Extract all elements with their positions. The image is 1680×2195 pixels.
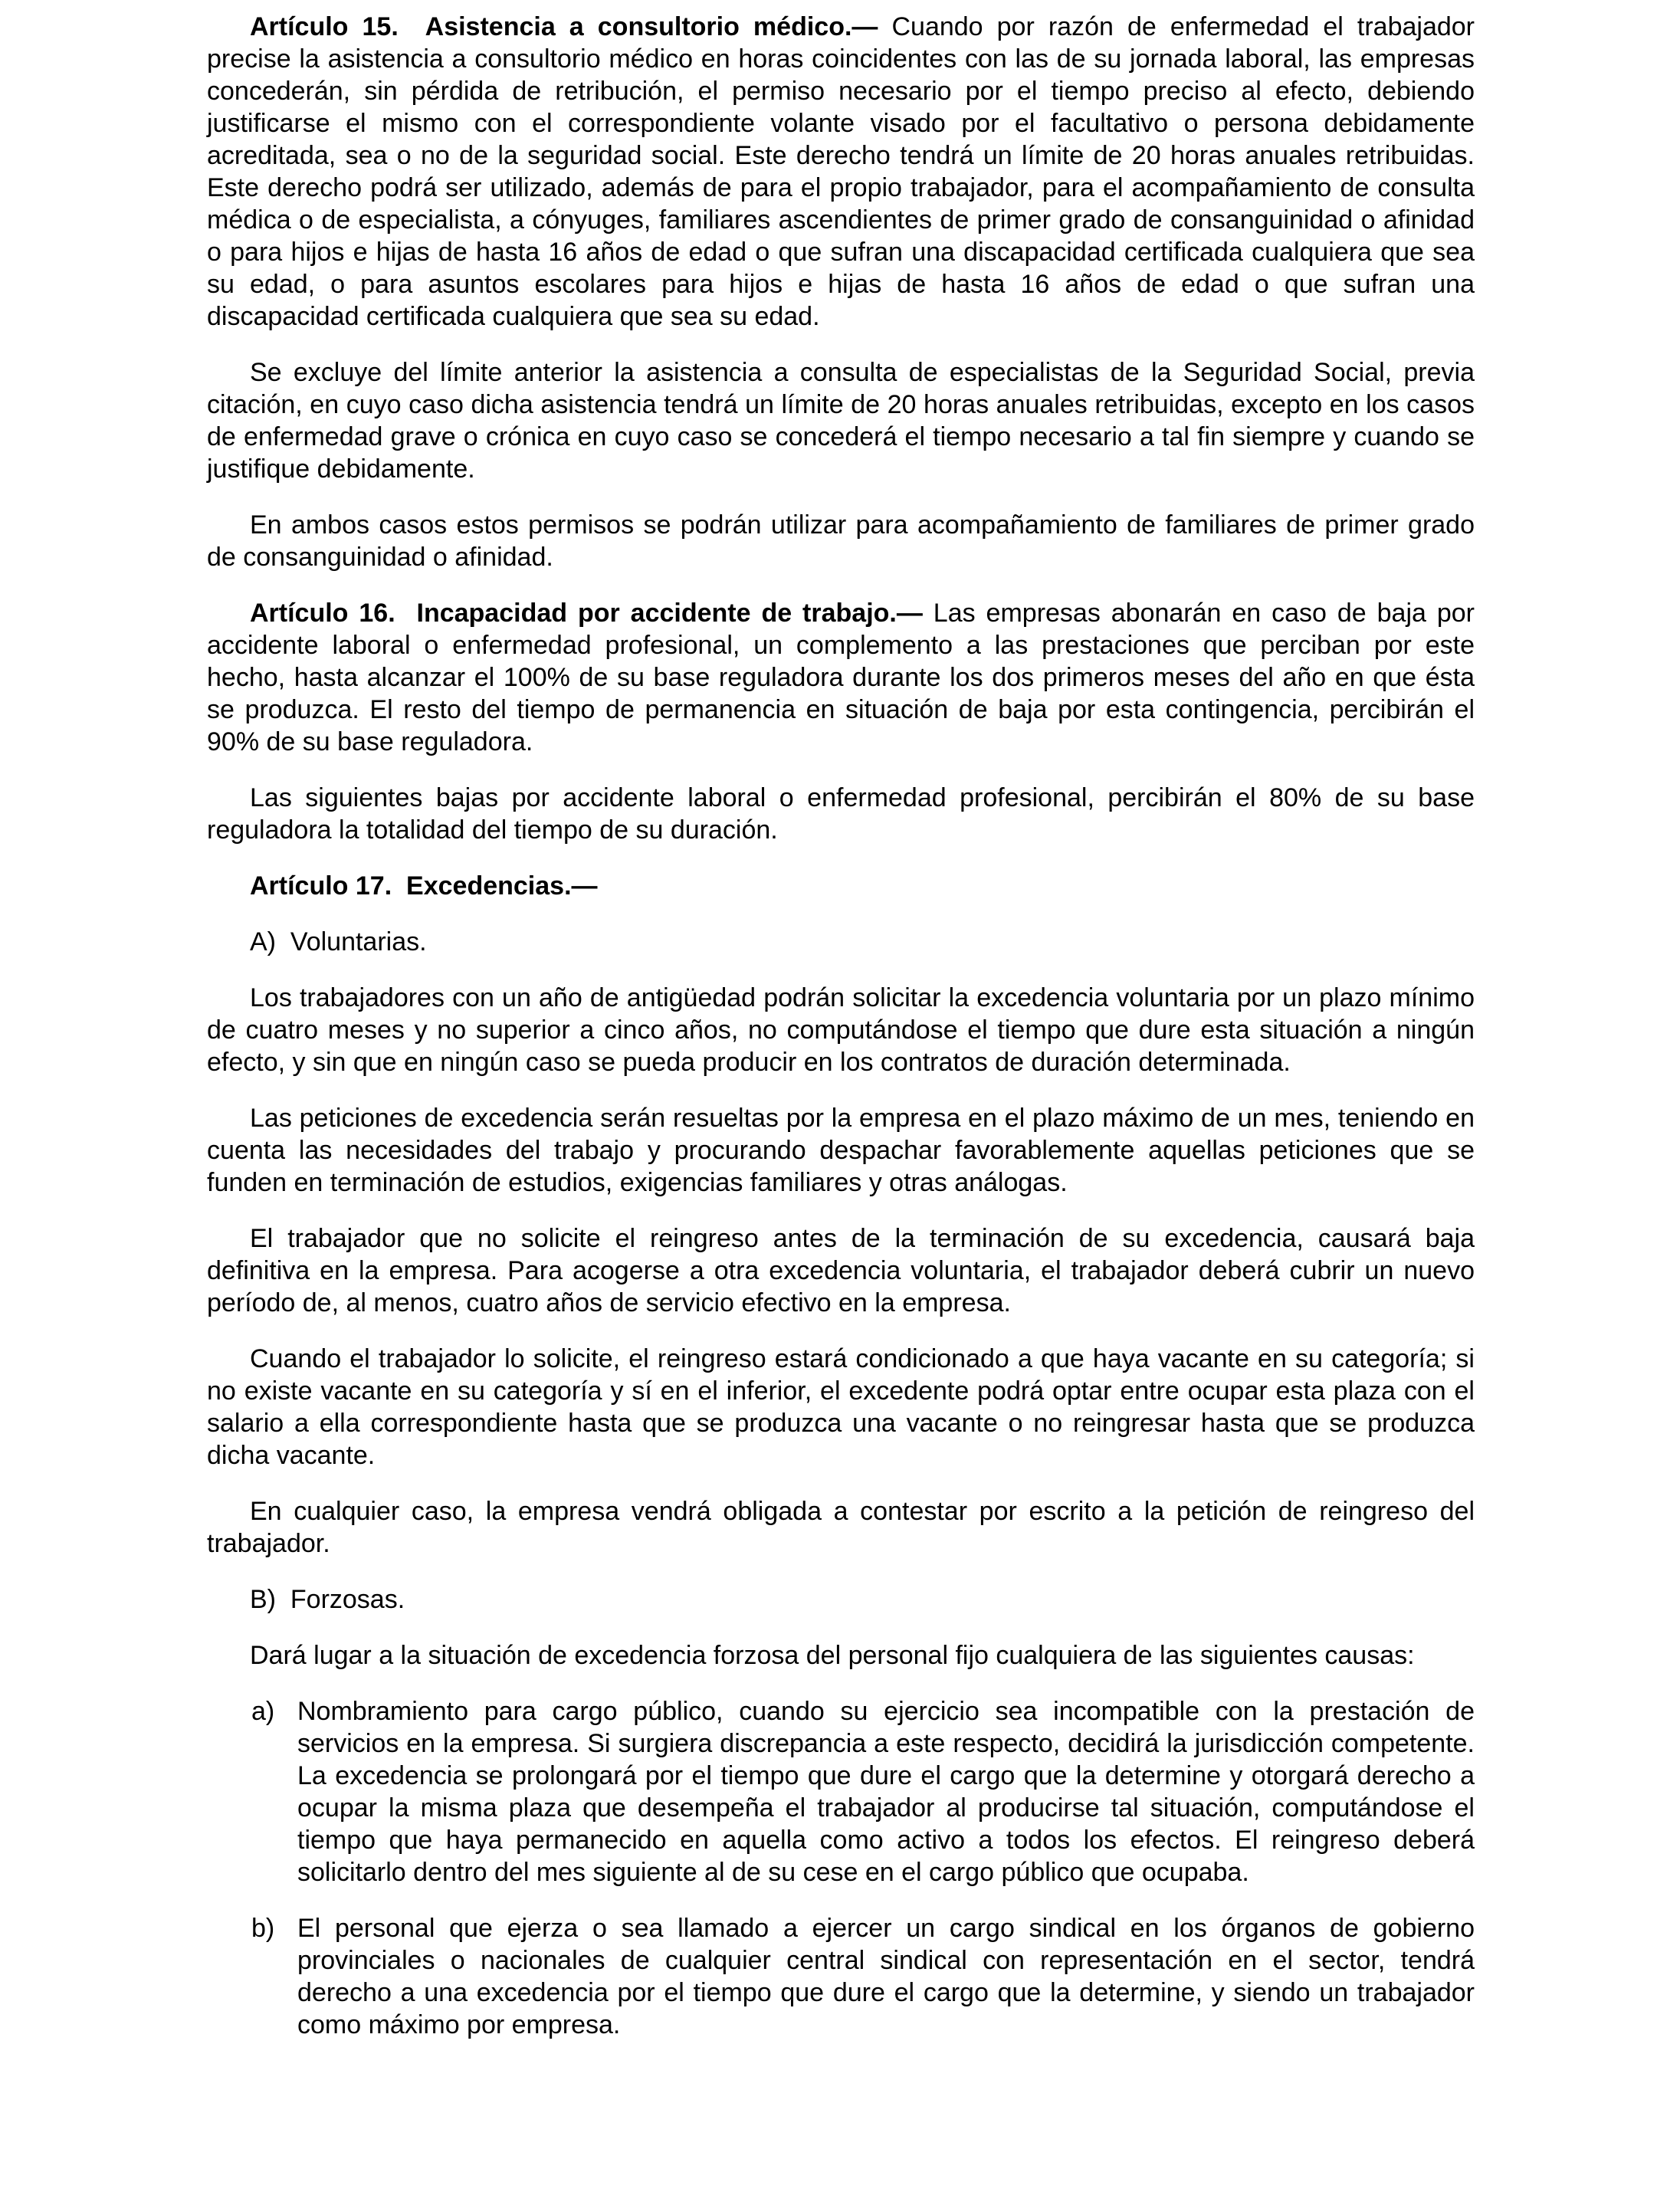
body-paragraph-peticiones: Las peticiones de excedencia serán resueltas por la empresa en el plazo máximo de un mes, teniendo en cuenta las necesidades del trabajo y procurando despachar favorablemente aquellas peticiones que se funden en terminación de estudios, exigencias familiares y otras análogas. (207, 1104, 1475, 1197)
body-paragraph-bajas-80: Las siguientes bajas por accidente laboral o enfermedad profesional, percibirán el 80% de su base reguladora la totalidad del tiempo de su duración. (207, 783, 1475, 845)
body-paragraph-vacante: Cuando el trabajador lo solicite, el reingreso estará condicionado a que haya vacante en su categoría; si no existe vacante en su categoría y sí en el inferior, el excedente podrá optar entre ocupar esta plaza con el salario a ella correspondiente hasta que se produzca una vacante o no reingresar hasta que se produzca dicha vacante. (207, 1344, 1475, 1470)
article-16-body-text: Las empresas abonarán en caso de baja por accidente laboral o enfermedad profesional, un complemento a las prestaciones que perciban por este hecho, hasta alcanzar el 100% de su base reguladora durante los dos primeros meses del año en que ésta se produzca. El resto del tiempo de permanencia en situación de baja por esta contingencia, percibirán el 90% de su base reguladora. (207, 599, 1475, 756)
section-label-forzosas: B) Forzosas. (250, 1585, 405, 1614)
article-15-heading: Artículo 15. Asistencia a consultorio médico.— (250, 12, 892, 41)
body-paragraph-contestar-escrito: En cualquier caso, la empresa vendrá obligada a contestar por escrito a la petición de reingreso del trabajador. (207, 1497, 1475, 1558)
article-16-paragraph (207, 597, 1475, 758)
body-paragraph-causas: Dará lugar a la situación de excedencia forzosa del personal fijo cualquiera de las siguientes causas: (250, 1641, 1415, 1670)
article-17-paragraph (207, 870, 1475, 902)
article-16-heading: Artículo 16. Incapacidad por accidente de trabajo.— (250, 599, 934, 628)
article-17-heading: Artículo 17. Excedencias.— (250, 871, 598, 901)
list-item-a (207, 1695, 1475, 1888)
section-label-voluntarias: A) Voluntarias. (250, 927, 427, 956)
body-paragraph-reingreso: El trabajador que no solicite el reingreso antes de la terminación de su excedencia, causará baja definitiva en la empresa. Para acogerse a otra excedencia voluntaria, el trabajador deberá cubrir un nuevo período de, al menos, cuatro años de servicio efectivo en la empresa. (207, 1224, 1475, 1317)
article-15-body-text: Cuando por razón de enfermedad el trabajador precise la asistencia a consultorio médico en horas coincidentes con las de su jornada laboral, las empresas concederán, sin pérdida de retribución, el permiso necesario por el tiempo preciso al efecto, debiendo justificarse el mismo con el correspondiente volante visado por el facultativo o persona debidamente acreditada, sea o no de la seguridad social. Este derecho tendrá un límite de 20 horas anuales retribuidas. Este derecho podrá ser utilizado, además de para el propio trabajador, para el acompañamiento de consulta médica o de especialista, a cónyuges, familiares ascendientes de primer grado de consanguinidad o afinidad o para hijos e hijas de hasta 16 años de edad o que sufran una discapacidad certificada cualquiera que sea su edad, o para asuntos escolares para hijos e hijas de hasta 16 años de edad o que sufran una discapacidad certificada cualquiera que sea su edad. (207, 12, 1475, 331)
body-paragraph-excedencia-voluntaria: Los trabajadores con un año de antigüedad podrán solicitar la excedencia voluntaria por un plazo mínimo de cuatro meses y no superior a cinco años, no computándose el tiempo que dure esta situación a ningún efecto, y sin que en ningún caso se pueda producir en los contratos de duración determinada. (207, 983, 1475, 1077)
list-item-b-marker: b) (251, 1914, 275, 1943)
body-paragraph-ambos-casos: En ambos casos estos permisos se podrán utilizar para acompañamiento de familiares de primer grado de consanguinidad o afinidad. (207, 510, 1475, 572)
list-item-a-text: Nombramiento para cargo público, cuando su ejercicio sea incompatible con la prestación de servicios en la empresa. Si surgiera discrepancia a este respecto, decidirá la jurisdicción competente. La excedencia se prolongará por el tiempo que dure el cargo que la determine y otorgará derecho a ocupar la misma plaza que desempeña el trabajador al producirse tal situación, computándose el tiempo que haya permanecido en aquella como activo a todos los efectos. El reingreso deberá solicitarlo dentro del mes siguiente al de su cese en el cargo público que ocupaba. (297, 1697, 1475, 1887)
list-item-a-marker: a) (251, 1697, 275, 1726)
article-15-paragraph (207, 11, 1475, 333)
body-paragraph-seguridad-social: Se excluye del límite anterior la asistencia a consulta de especialistas de la Seguridad Social, previa citación, en cuyo caso dicha asistencia tendrá un límite de 20 horas anuales retribuidas, excepto en los casos de enfermedad grave o crónica en cuyo caso se concederá el tiempo necesario a tal fin siempre y cuando se justifique debidamente. (207, 358, 1475, 484)
list-item-b (207, 1912, 1475, 2041)
list-item-b-text: El personal que ejerza o sea llamado a ejercer un cargo sindical en los órganos de gobierno provinciales o nacionales de cualquier central sindical con representación en el sector, tendrá derecho a una excedencia por el tiempo que dure el cargo que la determine, y siendo un trabajador como máximo por empresa. (297, 1914, 1475, 2039)
